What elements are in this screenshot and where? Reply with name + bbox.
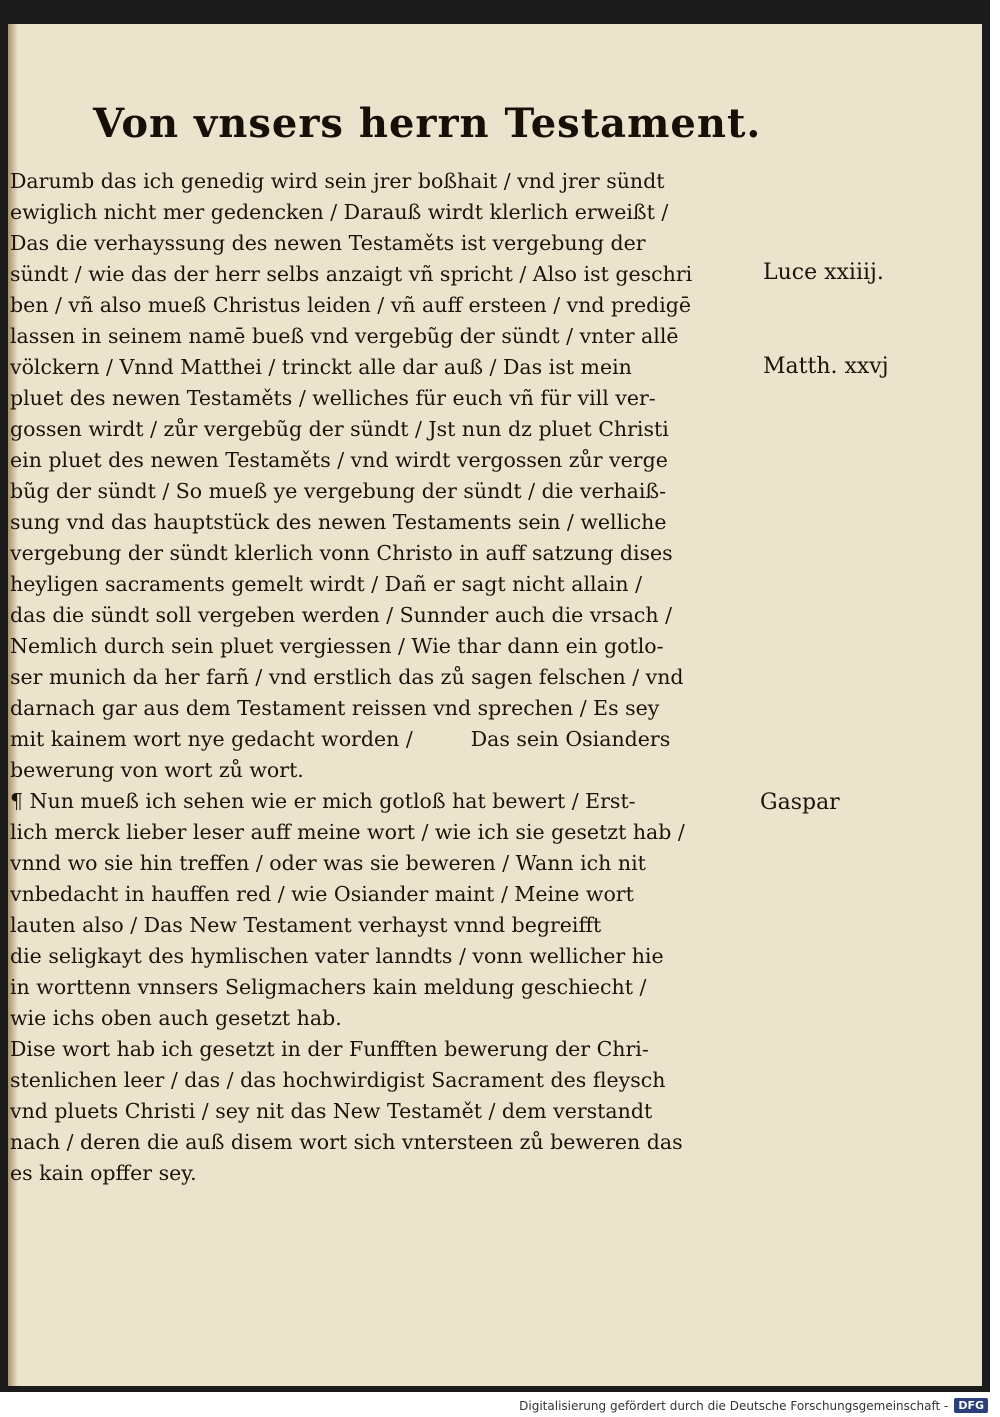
text-line-part: Das sein Osianders (470, 727, 671, 751)
text-line: ser munich da her farñ / vnd erstlich das zů sagen felschen / vnd (10, 665, 684, 689)
text-line: Darumb das ich genedig wird sein jrer boßhait / vnd jrer sündt (10, 169, 665, 193)
funding-footer (519, 1398, 988, 1413)
running-heading: Von vnsers herrn Testament. (93, 100, 762, 147)
text-line: sung vnd das hauptstück des newen Testaments sein / welliche (10, 510, 667, 534)
text-line: völckern / Vnnd Matthei / trinckt alle dar auß / Das ist mein (10, 355, 632, 379)
text-line: vergebung der sündt klerlich vonn Christo in auff satzung dises (10, 541, 673, 565)
text-line: stenlichen leer / das / das hochwirdigist Sacrament des fleysch (10, 1068, 666, 1092)
book-page (8, 24, 982, 1386)
body-text (10, 166, 770, 1189)
dfg-logo: DFG (954, 1398, 988, 1413)
text-line: vnbedacht in hauffen red / wie Osiander maint / Meine wort (10, 882, 634, 906)
text-line: sündt / wie das der herr selbs anzaigt vñ spricht / Also ist geschri (10, 262, 693, 286)
text-line: nach / deren die auß disem wort sich vntersteen zů beweren das (10, 1130, 683, 1154)
text-line: ¶ Nun mueß ich sehen wie er mich gotloß hat bewert / Erst- (10, 789, 636, 813)
text-line: bũg der sündt / So mueß ye vergebung der sündt / die verhaiß- (10, 479, 667, 503)
text-line: lauten also / Das New Testament verhayst vnnd begreifft (10, 913, 602, 937)
text-line: lich merck lieber leser auff meine wort / wie ich sie gesetzt hab / (10, 820, 685, 844)
text-line: pluet des newen Testaměts / welliches für euch vñ für vill ver- (10, 386, 656, 410)
funding-text: Digitalisierung gefördert durch die Deutsche Forschungsgemeinschaft - (519, 1398, 949, 1413)
text-line: darnach gar aus dem Testament reissen vnd sprechen / Es sey (10, 696, 660, 720)
text-line: vnnd wo sie hin treffen / oder was sie beweren / Wann ich nit (10, 851, 646, 875)
text-line: das die sündt soll vergeben werden / Sunnder auch die vrsach / (10, 603, 673, 627)
text-line: vnd pluets Christi / sey nit das New Testamět / dem verstandt (10, 1099, 653, 1123)
text-line: Das die verhayssung des newen Testaměts ist vergebung der (10, 231, 646, 255)
text-line: bewerung von wort zů wort. (10, 758, 304, 782)
text-line: ben / vñ also mueß Christus leiden / vñ auff ersteen / vnd predigē (10, 293, 692, 317)
text-line: heyligen sacraments gemelt wirdt / Dañ er sagt nicht allain / (10, 572, 643, 596)
margin-note-luke: Luce xxiiij. (763, 260, 884, 285)
margin-note-matthew: Matth. xxvj (763, 354, 889, 379)
text-line: ewiglich nicht mer gedencken / Darauß wirdt klerlich erweißt / (10, 200, 669, 224)
text-line: ein pluet des newen Testaměts / vnd wirdt vergossen zůr verge (10, 448, 668, 472)
margin-note-gaspar: Gaspar (760, 790, 840, 815)
text-line: wie ichs oben auch gesetzt hab. (10, 1006, 342, 1030)
text-line: Nemlich durch sein pluet vergiessen / Wie thar dann ein gotlo- (10, 634, 664, 658)
text-line: Dise wort hab ich gesetzt in der Funfften bewerung der Chri- (10, 1037, 649, 1061)
text-line: lassen in seinem namē bueß vnd vergebũg der sündt / vnter allē (10, 324, 679, 348)
text-line (10, 724, 770, 755)
text-line-part: mit kainem wort nye gedacht worden / (10, 727, 413, 751)
text-line: gossen wirdt / zůr vergebũg der sündt / Jst nun dz pluet Christi (10, 417, 669, 441)
text-line: die seligkayt des hymlischen vater lanndts / vonn wellicher hie (10, 944, 664, 968)
text-line: es kain opffer sey. (10, 1161, 197, 1185)
text-line: in worttenn vnnsers Seligmachers kain meldung geschiecht / (10, 975, 647, 999)
